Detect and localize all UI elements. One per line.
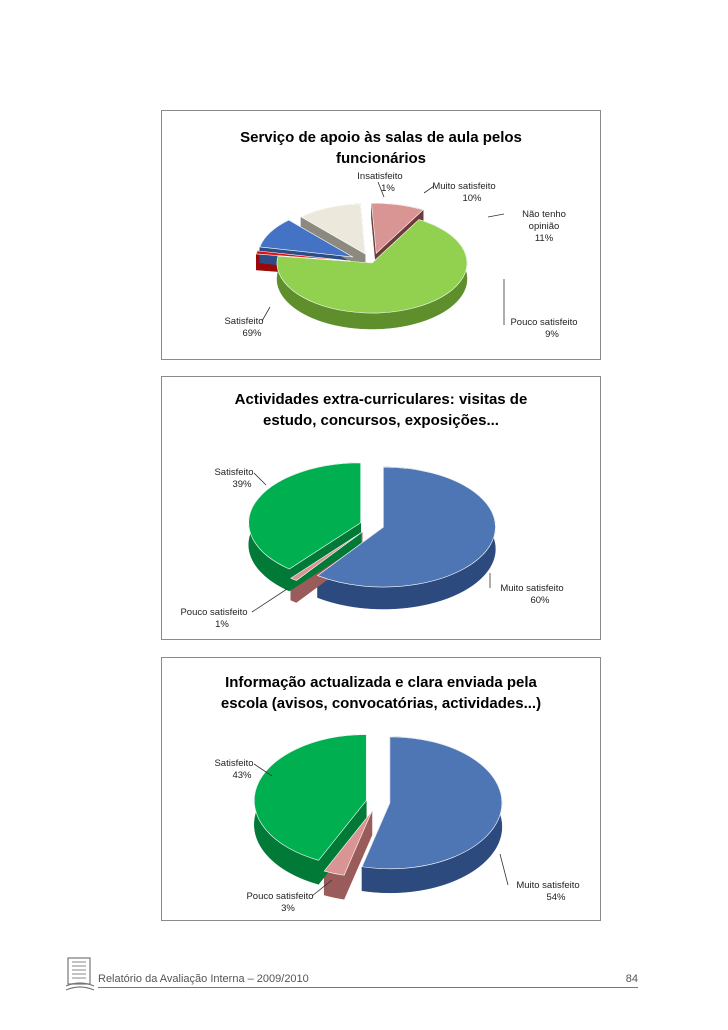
slice-percent-3: 43% [232,770,252,781]
pie-chart-1 [162,111,602,361]
slice-label-1: Muito satisfeito [500,583,564,594]
chart-title-2-line-2: estudo, concursos, exposições... [263,412,499,429]
footer-rule [98,987,638,988]
leader-line-3 [488,214,504,217]
slice-label-3: Não tenho [522,209,566,220]
slice-label-3: Satisfeito [214,467,254,478]
slice-percent-2: 3% [281,903,295,914]
page-number: 84 [625,973,638,985]
slice-percent-3: 11% [534,233,554,244]
school-logo-icon [64,952,96,994]
chart-title-3-line-2: escola (avisos, convocatórias, actividades...) [220,695,542,712]
slice-label-1: Muito satisfeito [516,880,580,891]
footer-text: Relatório da Avaliação Interna – 2009/2010 [98,973,309,985]
leader-line-2 [252,589,287,612]
slice-percent-1: 54% [546,892,566,903]
slice-percent-1: 1% [381,183,395,194]
slice-label-2: Muito satisfeito [432,181,496,192]
slice-label-3: Satisfeito [214,758,254,769]
chart-title-1-line-2: funcionários [335,150,426,167]
leader-line-1 [500,854,508,885]
slice-label-5: Satisfeito [224,316,264,327]
slice-percent-4: 9% [545,329,559,340]
pie-chart-3 [162,658,602,922]
chart-panel-3 [161,657,601,921]
slice-percent-3: 39% [232,479,252,490]
slice-label-2: Pouco satisfeito [180,607,248,618]
chart-title-2-line-1: Actividades extra-curriculares: visitas de [234,391,528,408]
chart-panel-1 [161,110,601,360]
slice-label-3: opinião [528,221,560,232]
slice-label-4: Pouco satisfeito [510,317,578,328]
leader-line-3 [254,473,266,485]
chart-title-3-line-1: Informação actualizada e clara enviada pela [225,674,537,691]
slice-percent-1: 60% [530,595,550,606]
slice-percent-2: 1% [215,619,229,630]
page-footer [98,973,638,989]
slice-percent-2: 10% [462,193,482,204]
slice-label-1: Insatisfeito [357,171,403,182]
chart-title-1-line-1: Serviço de apoio às salas de aula pelos [240,129,522,146]
slice-percent-5: 69% [242,328,262,339]
chart-panel-2 [161,376,601,640]
pie-chart-2 [162,377,602,641]
slice-label-2: Pouco satisfeito [246,891,314,902]
